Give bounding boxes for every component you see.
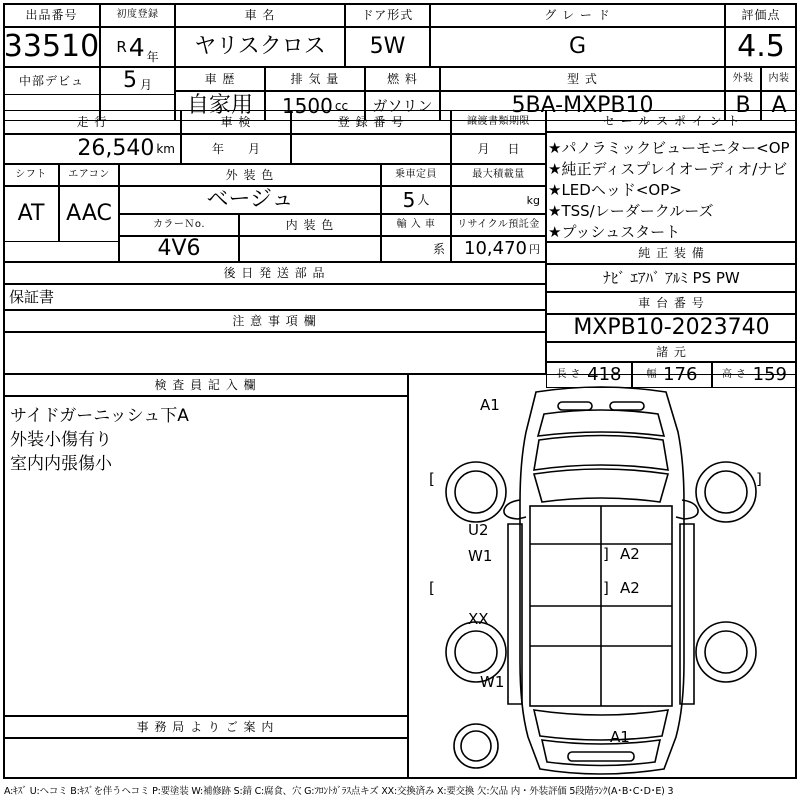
damage-mark-w1-left: W1 [468, 547, 493, 565]
import-value [381, 236, 451, 262]
recycle-fee-label: リサイクル預託金 [451, 214, 546, 236]
equipment-value: ﾅﾋﾞ ｴｱﾊﾞ ｱﾙﾐ PS PW [546, 264, 797, 292]
sales-point-line-4: ★TSS/レーダークルーズ [548, 202, 714, 220]
registration-number-value [291, 134, 451, 164]
damage-mark-a1-front: A1 [480, 396, 500, 414]
car-diagram [408, 374, 794, 779]
height-value: 159 [752, 364, 788, 385]
bracket-left-rear: [ [429, 579, 435, 597]
damage-mark-xx: XX [468, 610, 489, 628]
chassis-number-label: 車 台 番 号 [546, 292, 797, 314]
seats-unit: 人 [417, 193, 430, 207]
office-notice-label: 事 務 局 よ り ご 案 内 [3, 716, 408, 738]
shift-value: AT [3, 186, 59, 242]
later-parts-label: 後 日 発 送 部 品 [3, 262, 546, 284]
mileage-label: 走 行 [3, 110, 181, 134]
legend-text: A:ｷｽﾞ U:ヘコミ B:ｷｽﾞを伴うヘコミ P:要塗装 W:補修跡 S:錆 C:腐食、穴 G:ﾌﾛﾝﾄｶﾞﾗｽ点キズ XX:交換済み X:要交換 欠:欠品 内・外装評価 5段階ﾗﾝｸ(A･B･C･D･E) 3 [4, 786, 674, 797]
door-type-value: 5W [345, 27, 430, 67]
car-top-view-svg [408, 374, 794, 779]
sales-point-line-2: ★純正ディスプレイオーディオ/ナビ [548, 160, 788, 178]
fuel-value: ガソリン [365, 91, 440, 121]
displacement-label: 排 気 量 [265, 67, 365, 91]
mileage-unit: km [156, 142, 175, 156]
shaken-label: 車 検 [181, 110, 291, 134]
width-label: 幅 [646, 369, 658, 380]
import-label: 輸 入 車 [381, 214, 451, 236]
transfer-deadline-value [451, 134, 546, 164]
color-number-label: カラーＮo. [119, 214, 239, 236]
first-registration-month-unit: 月 [139, 78, 152, 92]
transfer-day-unit: 日 [507, 142, 520, 156]
first-registration-era: R [116, 37, 127, 56]
width-value: 176 [663, 364, 698, 385]
seats-label: 乗車定員 [381, 164, 451, 186]
grade-value: G [430, 27, 725, 67]
shaken-year-unit: 年 [211, 142, 224, 156]
color-number-value: 4V6 [119, 236, 239, 262]
max-load-unit: kg [526, 193, 540, 207]
car-name-value: ヤリスクロス [175, 27, 345, 67]
office-notice-body [3, 738, 408, 779]
fuel-label: 燃 料 [365, 67, 440, 91]
notes-value [3, 332, 546, 374]
height-label: 高 さ [721, 369, 747, 380]
transfer-month-unit: 月 [477, 142, 490, 156]
grade-label: グ レ ー ド [430, 3, 725, 27]
damage-mark-a1-rear: A1 [610, 728, 630, 746]
model-code-value: 5BA-MXPB10 [440, 91, 725, 121]
shaken-value [181, 134, 291, 164]
first-registration-value [100, 27, 175, 67]
mileage-value [3, 134, 181, 164]
damage-mark-a2-lower: A2 [620, 579, 640, 597]
first-registration-year-unit: 年 [146, 50, 159, 64]
recycle-fee-unit: 円 [529, 242, 540, 256]
car-name-label: 車 名 [175, 3, 345, 27]
transfer-deadline-label: 譲渡書類期限 [451, 110, 546, 134]
mileage-number: 26,540 [77, 136, 155, 161]
seats-number: 5 [402, 188, 416, 212]
shift-label: シフト [3, 164, 59, 186]
first-registration-month [100, 67, 175, 95]
history-label: 車 歴 [175, 67, 265, 91]
displacement-number: 1500 [281, 94, 333, 118]
later-parts-value: 保証書 [3, 284, 546, 310]
door-type-label: ドア形式 [345, 3, 430, 27]
first-registration-month-value: 5 [122, 68, 137, 93]
inspection-line-1: サイドガーニッシュ下A [10, 406, 189, 426]
damage-mark-w1-rear: W1 [480, 673, 505, 691]
shift-aircon-spacer [3, 242, 119, 262]
score-label: 評価点 [725, 3, 797, 27]
length-value: 418 [587, 364, 622, 385]
dimensions-label: 諸 元 [546, 342, 797, 362]
recycle-fee-value [451, 236, 546, 262]
lot-number-label: 出品番号 [3, 3, 100, 27]
shaken-month-unit: 月 [248, 142, 261, 156]
first-registration-year: 4 [128, 32, 145, 62]
sales-point-line-3: ★LEDヘッド<OP> [548, 181, 682, 199]
aircon-value: AAC [59, 186, 119, 242]
damage-mark-a2-upper: A2 [620, 545, 640, 563]
inspection-line-2: 外装小傷有り [10, 430, 112, 450]
sales-point-line-1: ★パノラミックビューモニター<OP [548, 139, 790, 157]
sales-point-line-5: ★プッシュスタート [548, 223, 681, 241]
registration-number-label: 登 録 番 号 [291, 110, 451, 134]
exterior-grade-value: B [725, 91, 761, 121]
bracket-left-front: [ [429, 470, 435, 488]
score-value: 4.5 [725, 27, 797, 67]
exterior-grade-label: 外装 [725, 67, 761, 91]
notes-label: 注 意 事 項 欄 [3, 310, 546, 332]
max-load-label: 最大積載量 [451, 164, 546, 186]
chassis-number-value: MXPB10-2023740 [546, 314, 797, 342]
inspection-line-3: 室内内張傷小 [10, 454, 112, 474]
seats-value [381, 186, 451, 214]
interior-color-label: 内 装 色 [239, 214, 381, 236]
length-label: 長 さ [556, 369, 582, 380]
inspection-title: 検 査 員 記 入 欄 [3, 374, 408, 396]
damage-mark-u2: U2 [468, 521, 489, 539]
first-registration-label: 初度登録 [100, 3, 175, 27]
equipment-label: 純 正 装 備 [546, 242, 797, 264]
interior-grade-value: A [761, 91, 797, 121]
branch-value: 中部デビュ [3, 67, 100, 95]
displacement-unit: cc [334, 99, 349, 113]
recycle-fee-number: 10,470 [464, 238, 527, 259]
bracket-inner-upper: ] [603, 545, 609, 563]
import-unit: 系 [432, 242, 445, 256]
exterior-color-value: ベージュ [119, 186, 381, 214]
sales-point-label: セ ー ル ス ポ イ ン ト [546, 110, 797, 132]
aircon-label: エアコン [59, 164, 119, 186]
exterior-color-label: 外 装 色 [119, 164, 381, 186]
interior-color-value [239, 236, 381, 262]
model-code-label: 型 式 [440, 67, 725, 91]
interior-grade-label: 内装 [761, 67, 797, 91]
history-value: 自家用 [175, 91, 265, 121]
max-load-value [451, 186, 546, 214]
bracket-right-front: ] [756, 470, 762, 488]
bracket-inner-lower: ] [603, 579, 609, 597]
lot-number-value: 33510 [3, 27, 100, 67]
